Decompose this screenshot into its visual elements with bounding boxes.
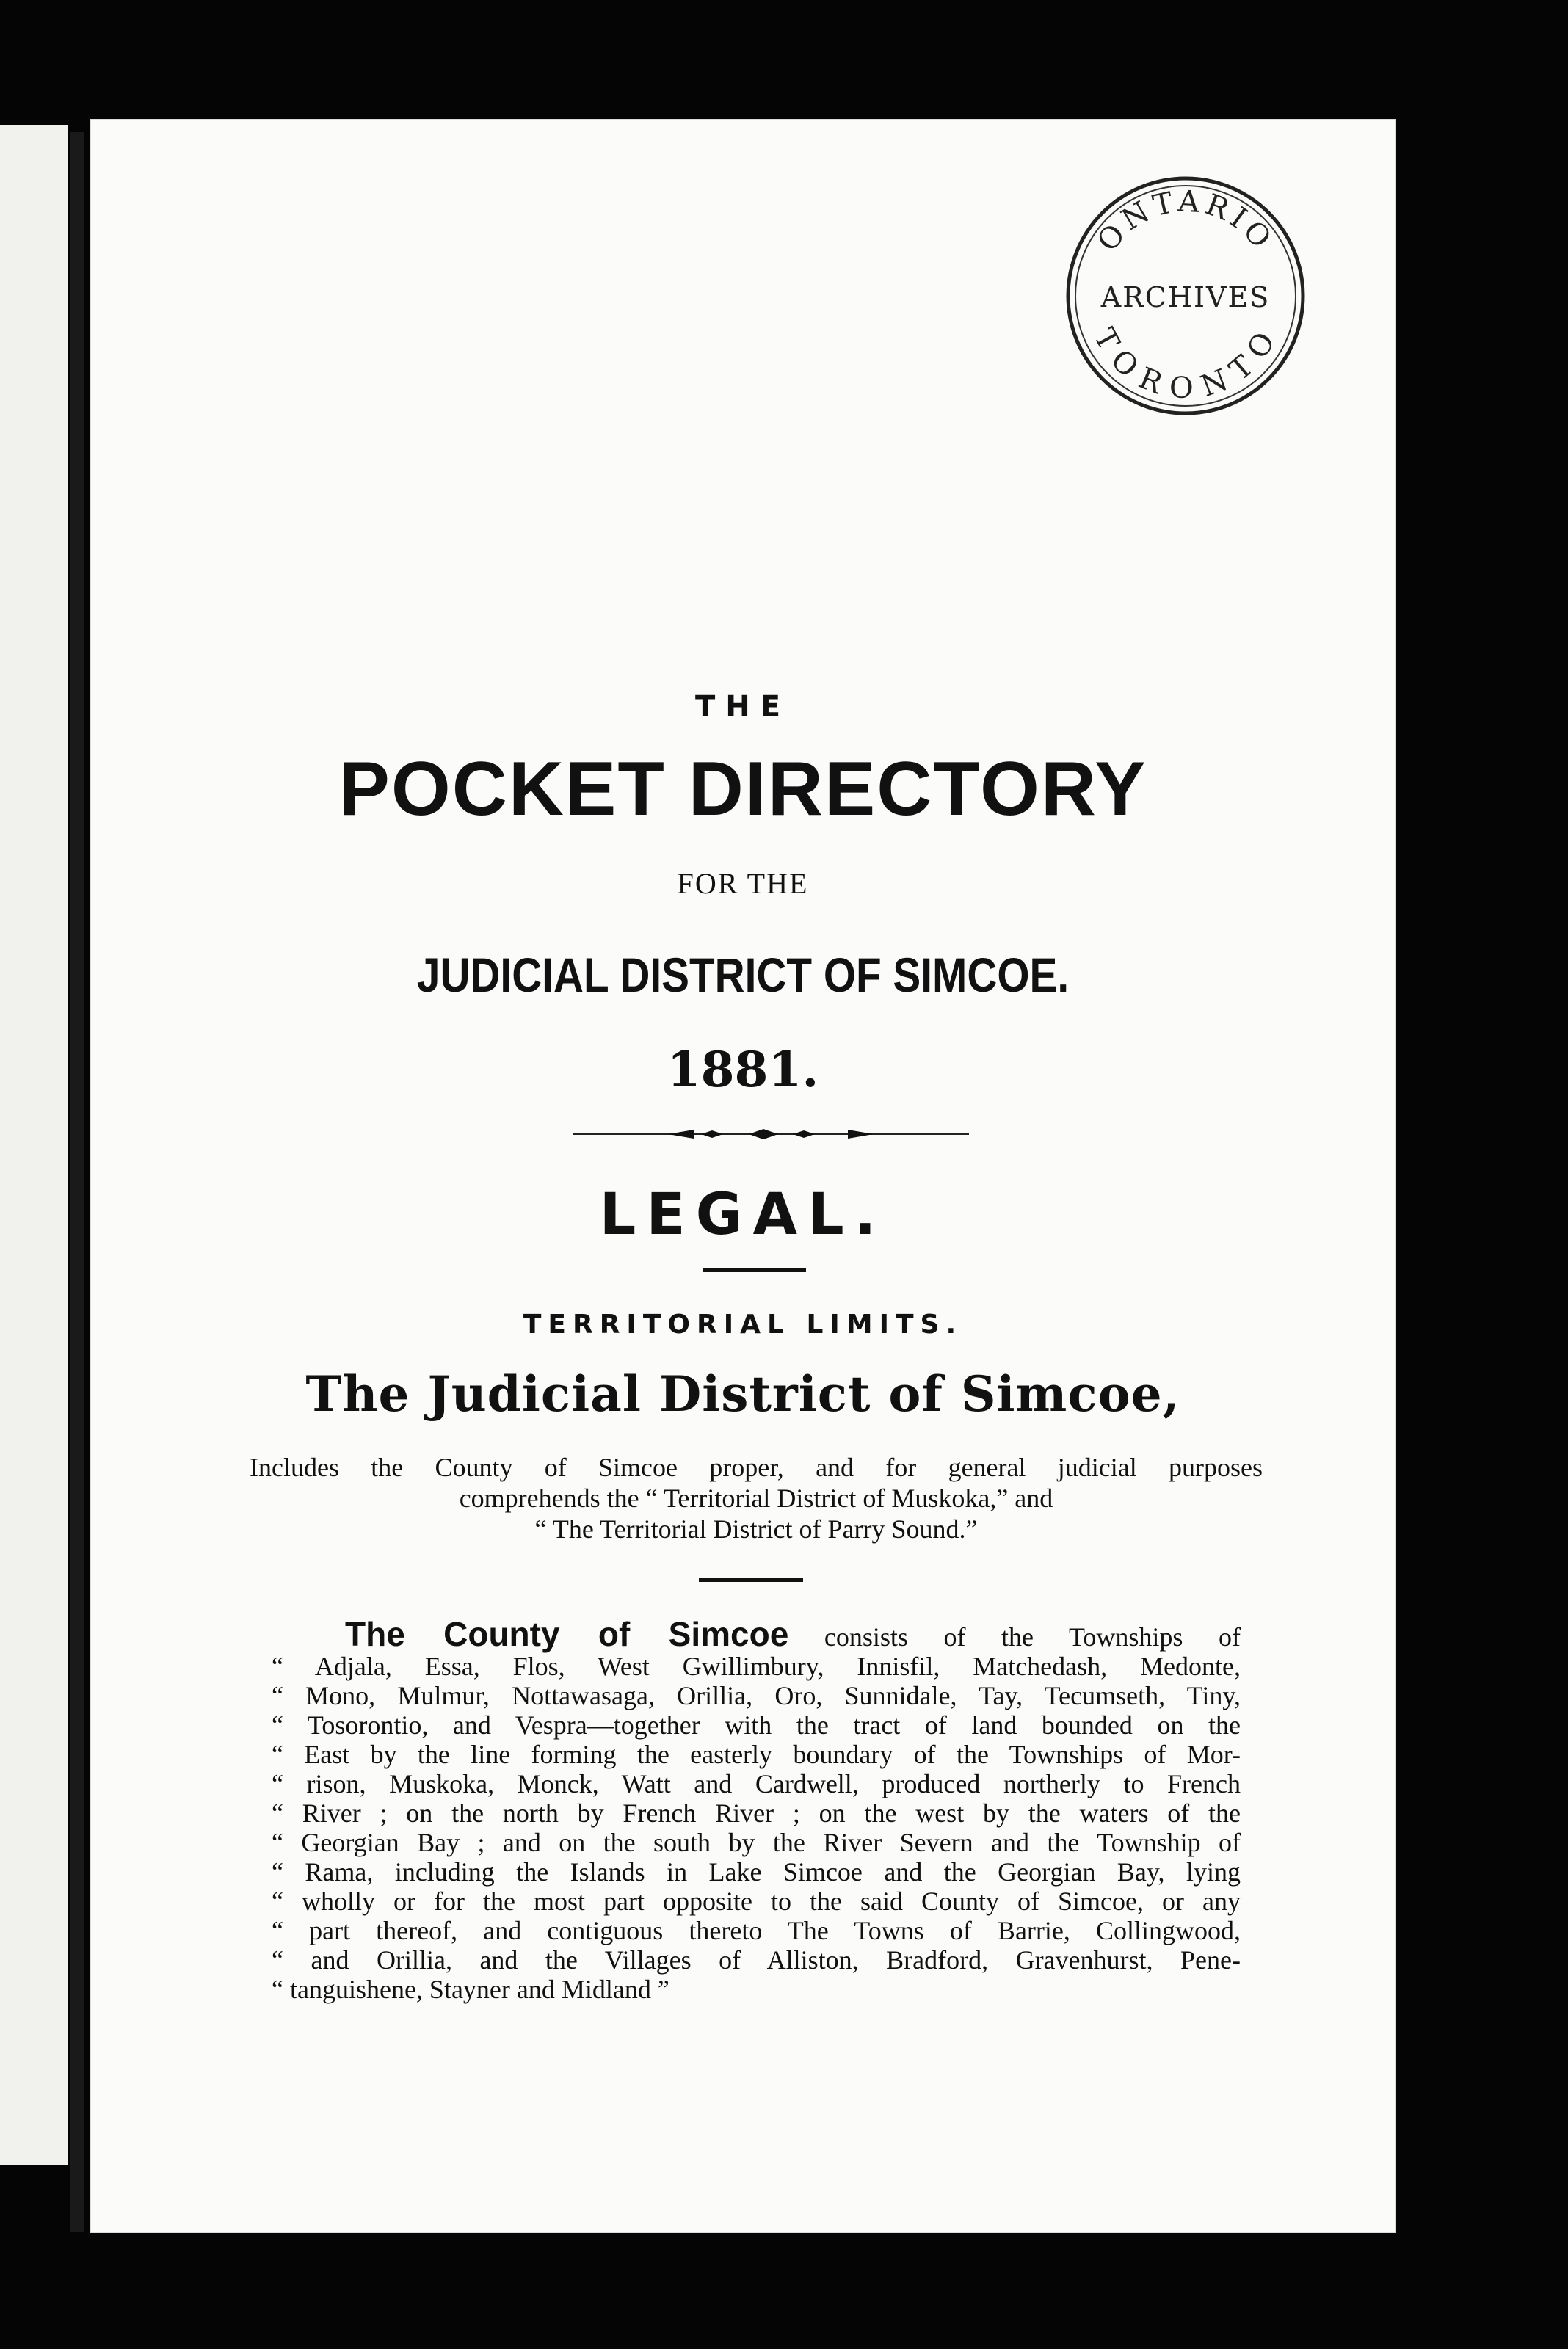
county-line: “ River ; on the north by French River ; on the west by the waters of the — [272, 1798, 1241, 1828]
title-year: 1881. — [667, 1041, 819, 1098]
divider — [699, 1578, 803, 1582]
svg-text:ONTARIO — [1091, 184, 1280, 258]
county-line: “ and Orillia, and the Villages of Alliston, Bradford, Gravenhurst, Pene- — [272, 1945, 1241, 1975]
county-line: “ wholly or for the most part opposite to the said County of Simcoe, or any — [272, 1887, 1241, 1916]
county-line: “ Mono, Mulmur, Nottawasaga, Orillia, Oro, Sunnidale, Tay, Tecumseth, Tiny, — [272, 1681, 1241, 1710]
title-the: THE — [694, 690, 791, 724]
county-line — [272, 1615, 1241, 1653]
includes-paragraph — [250, 1452, 1263, 1544]
section-subheading: TERRITORIAL LIMITS. — [523, 1310, 963, 1340]
archives-stamp — [1057, 167, 1314, 424]
stamp-middle-text: ARCHIVES — [1100, 281, 1271, 313]
facing-page-edge — [0, 125, 68, 2165]
stamp-bottom-text: TORONTO — [1086, 322, 1285, 406]
county-line: “ East by the line forming the easterly boundary of the Townships of Mor- — [272, 1740, 1241, 1769]
includes-line: comprehends the “ Territorial District of Muskoka,” and — [459, 1484, 1053, 1513]
binding-spine — [70, 132, 84, 2232]
county-line: “ Georgian Bay ; and on the south by the River Severn and the Township of — [272, 1828, 1241, 1857]
section-heading: LEGAL. — [599, 1182, 887, 1248]
county-line-text: consists of the Townships of — [824, 1622, 1241, 1652]
county-line: “ tanguishene, Stayner and Midland ” — [272, 1975, 669, 2004]
county-line: “ Rama, including the Islands in Lake Simcoe and the Georgian Bay, lying — [272, 1857, 1241, 1887]
district-heading: The Judicial District of Simcoe, — [305, 1365, 1180, 1423]
divider — [703, 1268, 806, 1272]
county-line: “ Tosorontio, and Vespra—together with the tract of land bounded on the — [272, 1710, 1241, 1740]
county-line: “ rison, Muskoka, Monck, Watt and Cardwell, produced northerly to French — [272, 1769, 1241, 1798]
title-district: JUDICIAL DISTRICT OF SIMCOE. — [416, 948, 1070, 1002]
title-for-the: FOR THE — [677, 867, 809, 900]
page-title: POCKET DIRECTORY — [338, 747, 1147, 832]
includes-line: “ The Territorial District of Parry Sound.” — [534, 1514, 978, 1544]
county-line: “ Adjala, Essa, Flos, West Gwillimbury, Innisfil, Matchedash, Medonte, — [272, 1652, 1241, 1681]
includes-line: Includes the County of Simcoe proper, and for general judicial purposes — [250, 1453, 1263, 1482]
county-line: “ part thereof, and contiguous thereto The Towns of Barrie, Collingwood, — [272, 1916, 1241, 1945]
ornamental-divider — [573, 1123, 969, 1145]
stamp-top-text: ONTARIO — [1090, 184, 1281, 258]
county-lead: The County of Simcoe — [345, 1615, 789, 1653]
county-paragraph — [272, 1615, 1241, 2004]
